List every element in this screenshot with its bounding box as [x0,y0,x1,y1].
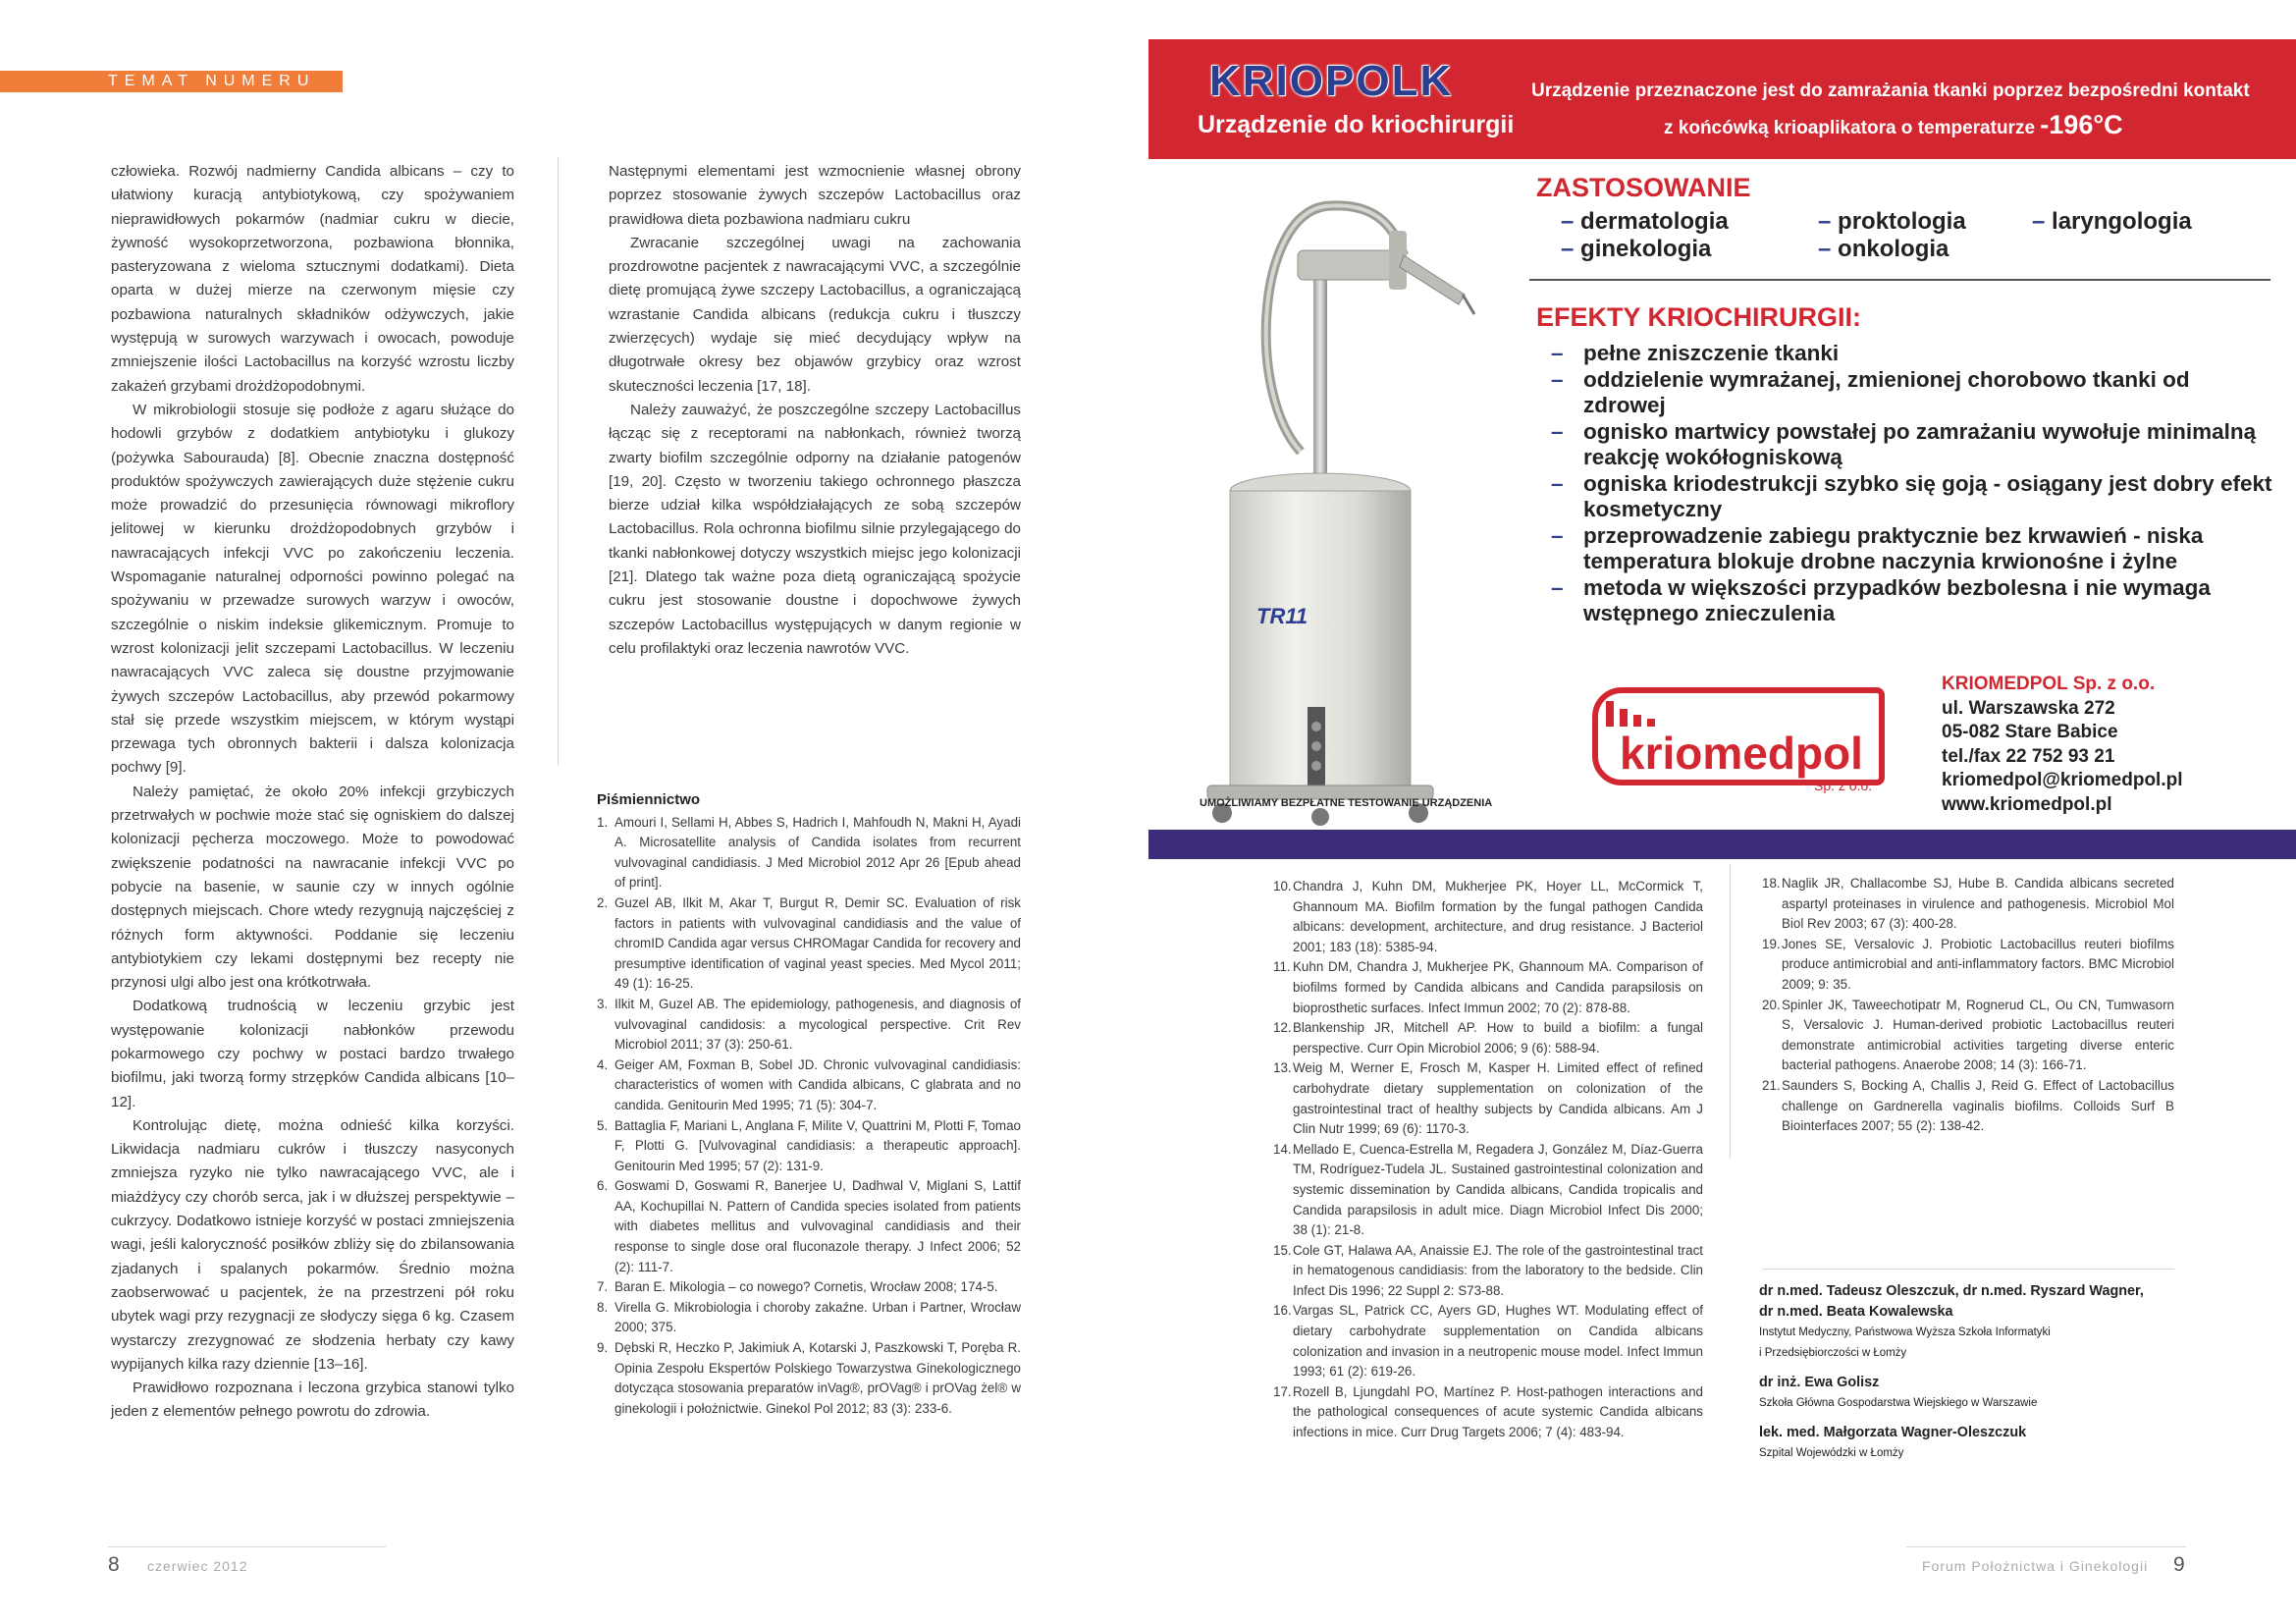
article-column-2 [609,160,1021,661]
reference-number: 20. [1762,997,1781,1012]
kriomedpol-logo-mark [1602,699,1671,729]
reference-text: Virella G. Mikrobiologia i choroby zakaźne. Urban i Partner, Wrocław 2000; 375. [614,1299,1021,1335]
article-paragraph: człowieka. Rozwój nadmierny Candida albicans – czy to ułatwiony kuracją antybiotykową, czy spożywaniem nieprawidłowych pokarmów (nadmiar cukru w diecie, żywność wysokoprzetworzona, pozbawiona błonnika, pasteryzowana z wieloma sztucznymi dodatkami). Dieta oparta w dużej mierze na czerwonym mięsie czy pozbawiona naturalnych składników odżywczych, jakie występują w surowych warzywach i owocach, powoduje zmniejszenie ilości Lactobacillus na korzyść wzrostu liczby zakażeń grzybami drożdżopodobnymi. [111,163,514,395]
dash-bullet: – [1551,522,1564,548]
reference-item [1273,1382,1703,1443]
reference-item [1762,1076,2174,1137]
article-paragraph: Należy zauważyć, że poszczególne szczepy Lactobacillus łącząc się z receptorami na nabłonkach, również tworzą zwarty biofilm szczególnie odporny na działanie patogenów [19, 20]. Często w tworzeniu takiego ochronnego płaszcza bierze udział kilka współdziałających ze sobą szczepów Lactobacillus. Rola ochronna biofilmu silnie przylegającego do tkanki nabłonkowej dotyczy wszystkich miejsc jego kolonizacji [21]. Dlatego tak ważne poza dietą ograniczającą spożycie cukru jest stosowanie doustne i dopochwowe żywych szczepów Lactobacillus występujących w danym regionie w celu profilaktyki oraz leczenia nawrotów VVC. [609,401,1021,657]
reference-text: Rozell B, Ljungdahl PO, Martínez P. Host-pathogen interactions and the pathological consequences of acute systemic Candida albicans infections in mice. Curr Drug Targets 2006; 7 (4): 483-94. [1293,1383,1703,1440]
ad-effect-text: przeprowadzenie zabiegu praktycznie bez krwawień - niska temperatura blokuje drobne naczynia krwionośne i żylne [1583,522,2204,573]
ad-effect-item [1551,575,2277,627]
reference-text: Geiger AM, Foxman B, Sobel JD. Chronic vulvovaginal candidiasis: characteristics of women with Candida albicans, C glabrata and no candida. Genitourin Med 1995; 71 (5): 304-7. [614,1056,1021,1112]
reference-number: 17. [1273,1383,1292,1399]
author-affiliation: Instytut Medyczny, Państwowa Wyższa Szkoła Informatyki [1759,1326,2051,1338]
reference-number: 19. [1762,936,1781,951]
article-paragraph: Następnymi elementami jest wzmocnienie własnej obrony poprzez stosowanie żywych szczepów Lactobacillus oraz prawidłowa dieta pozbawiona nadmiaru cukru [609,163,1021,228]
article-paragraph: Należy pamiętać, że około 20% infekcji grzybiczych przetrwałych w pochwie może stać się ogniskiem do dalszej kolonizacji pęcherza moczowego. Może to powodować zwiększenie podatności na nawracanie infekcji VVC po pobycie na basenie, w saunie czy w innych ogólnie dostępnych miejscach. Chore wtedy rezygnują najczęściej z różnych form aktywności. Poddanie się leczeniu antybiotykiem czy lekami dostępnymi bez recepty nie przynosi ulgi albo jest ona krótkotrwała. [111,783,514,992]
footer-rule-right [1906,1546,2186,1547]
reference-item [1273,877,1703,957]
reference-item [597,1176,1021,1277]
reference-text: Blankenship JR, Mitchell AP. How to build a biofilm: a fungal perspective. Curr Opin Microbiol 2006; 9 (6): 588-94. [1293,1020,1703,1055]
reference-item [1273,1301,1703,1381]
ad-uses-heading: ZASTOSOWANIE [1536,173,1751,202]
page-number-right: 9 [2173,1553,2185,1576]
ad-effect-text: pełne zniszczenie tkanki [1583,341,1840,365]
article-paragraph: Prawidłowo rozpoznana i leczona grzybica stanowi tylko jeden z elementów pełnego powrotu do zdrowia. [111,1380,514,1421]
reference-number: 1. [597,814,609,830]
ad-effects-list [1551,341,2277,627]
reference-item [597,893,1021,995]
references-heading: Piśmiennictwo [597,791,701,808]
reference-number: 10. [1273,879,1292,893]
cryo-device-illustration [1188,157,1512,835]
ad-effect-text: ognisko martwicy powstałej po zamrażaniu wywołuje minimalną reakcję wokółogniskową [1583,418,2257,469]
ad-use-item: – laryngologia [2032,208,2192,235]
column-divider [1730,864,1731,1159]
reference-text: Naglik JR, Challacombe SJ, Hube B. Candida albicans secreted aspartyl proteinases in virulence and pathogenesis. Microbiol Mol Biol Rev 2003; 67 (3): 400-28. [1782,876,2174,932]
author-affiliation: i Przedsiębiorczości w Łomży [1759,1347,1907,1359]
reference-number: 5. [597,1117,609,1133]
reference-item [597,1277,1021,1298]
ad-effect-item [1551,523,2277,575]
reference-text: Cole GT, Halawa AA, Anaissie EJ. The role of the gastrointestinal tract in hematogenous candidiasis: from the laboratory to the bedside. Clin Infect Dis 1996; 22 Suppl 2: S73-88. [1293,1242,1703,1298]
ad-contact-line: kriomedpol@kriomedpol.pl [1942,770,2183,790]
reference-number: 21. [1762,1077,1781,1093]
author-entry [1759,1423,2181,1464]
reference-number: 13. [1273,1060,1292,1076]
reference-number: 14. [1273,1141,1292,1157]
article-paragraph: Kontrolując dietę, można odnieść kilka korzyści. Likwidacja nadmiaru cukrów i tłuszczy nasyconych zmniejsza ryzyko nie tylko nawracającego VVC, ale i miażdżycy czy chorób serca, jak i w dłuższej perspektywie – cukrzycy. Dodatkowo istnieje korzyść w postaci zmniejszenia wagi, jeśli kaloryczność posiłków zbliży się do zbilansowania zjadanych i spalanych pokarmów. Średnio można zaobserwować u pacjentek, że na przestrzeni pół roku ubytek wagi przy rezygnacji ze słodyczy sięga 6 kg. Czasem wystarczy zrezygnować ze słodzenia herbaty czy kawy wypijanych kilka razy dziennie [13–16]. [111,1116,514,1373]
reference-item [1762,874,2174,935]
ad-effect-text: ogniska kriodestrukcji szybko się goją - osiągany jest dobry efekt kosmetyczny [1583,470,2272,521]
reference-text: Jones SE, Versalovic J. Probiotic Lactobacillus reuteri biofilms produce antimicrobial and anti-inflammatory factors. BMC Microbiol 2009; 9: 35. [1782,936,2174,992]
author-entry [1759,1281,2181,1364]
ad-divider [1529,279,2270,281]
reference-text: Battaglia F, Mariani L, Anglana F, Milite V, Quattrini M, Plotti F, Tomao F, Plotti G. [Vulvovaginal candidiasis: a therapeutic approach]. Genitourin Med 1995; 57 (2): 131-9. [614,1117,1021,1173]
ad-effect-text: oddzielenie wymrażanej, zmienionej chorobowo tkanki od zdrowej [1583,366,2190,417]
ad-brand: KRIOPOLK [1209,57,1454,105]
article-column-1 [111,160,514,1425]
reference-text: Spinler JK, Taweechotipatr M, Rognerud CL, Ou CN, Tumwasorn S, Versalovic J. Human-derived probiotic Lactobacillus reuteri demonstrate antimicrobial activities targeting diverse enteric bacterial pathogens. Anaerobe 2008; 14 (3): 166-71. [1782,997,2174,1073]
reference-number: 7. [597,1279,609,1295]
dash-bullet: – [1551,341,1564,365]
dash-bullet: – [1551,418,1564,444]
reference-text: Kuhn DM, Chandra J, Mukherjee PK, Ghannoum MA. Comparison of biofilms formed by Candida albicans and Candida parapsilosis on bioprosthetic surfaces. Infect Immun 2002; 70 (2): 878-88. [1293,959,1703,1015]
reference-number: 9. [597,1340,609,1356]
ad-effects-heading: EFEKTY KRIOCHIRURGII: [1536,302,1862,332]
reference-item [597,1338,1021,1419]
authors-divider [1762,1269,2174,1270]
ad-use-item: – dermatologia [1561,208,1729,235]
dash-bullet: – [1551,574,1564,600]
ad-effect-item [1551,367,2277,419]
ad-use-item: – ginekologia [1561,236,1712,262]
ad-note-line1: Urządzenie przeznaczone jest do zamrażania tkanki poprzez bezpośredni kontakt [1531,81,2250,101]
ad-effect-item [1551,341,2277,367]
article-paragraph: Zwracanie szczególnej uwagi na zachowania prozdrowotne pacjentek z nawracającymi VVC, a szczególnie dietę promującą żywe szczepy Lactobacillus, a ograniczającą wzrastanie Candida albicans (redukcja cukru i tłuszczy zwierzęcych) wydaje się mieć decydujący wpływ na długotrwałe okresy bez objawów grzybicy oraz wzrost skuteczności leczenia [17, 18]. [609,234,1021,395]
reference-item [597,995,1021,1055]
author-name: dr n.med. Beata Kowalewska [1759,1304,1953,1320]
ad-contact-line: KRIOMEDPOL Sp. z o.o. [1942,674,2156,694]
ad-temperature: -196°C [2040,110,2123,139]
reference-item [597,1116,1021,1177]
ad-free-testing: UMOŻLIWIAMY BEZPŁATNE TESTOWANIE URZĄDZENIA [1200,797,1493,809]
reference-text: Saunders S, Bocking A, Challis J, Reid G. Effect of Lactobacillus challenge on Gardnerella vaginalis biofilms. Colloids Surf B Biointerfaces 2007; 55 (2): 138-42. [1782,1077,2174,1134]
ad-contact-line: www.kriomedpol.pl [1942,793,2112,815]
author-name: dr n.med. Tadeusz Oleszczuk, dr n.med. Ryszard Wagner, [1759,1283,2144,1299]
reference-item [1273,1058,1703,1139]
ad-effect-text: metoda w większości przypadków bezbolesna i nie wymaga wstępnego znieczulenia [1583,574,2211,625]
reference-number: 3. [597,996,609,1011]
reference-text: Vargas SL, Patrick CC, Ayers GD, Hughes WT. Modulating effect of dietary carbohydrate supplementation on Candida albicans colonization and invasion in a neutropenic mouse model. Infect Immun 1993; 61 (2): 619-26. [1293,1303,1703,1380]
reference-item [597,1298,1021,1338]
reference-item [597,813,1021,893]
reference-text: Weig M, Werner E, Frosch M, Kasper H. Limited effect of refined carbohydrate dietary supplementation on colonization of the gastrointestinal tract of healthy subjects by Candida albicans. Am J Clin Nutr 1999; 69 (6): 1170-3. [1293,1060,1703,1137]
reference-item [1273,1241,1703,1302]
reference-number: 6. [597,1178,609,1194]
ad-contact-line: 05-082 Stare Babice [1942,722,2118,742]
reference-item [1273,1018,1703,1058]
article-paragraph: Dodatkową trudnością w leczeniu grzybic jest występowanie kolonizacji nabłonków przewodu pokarmowego czy pochwy w postaci bardzo trwałego biofilmu, jaki tworzą formy strzępków Candida albicans [10–12]. [111,998,514,1110]
ad-contact-block [1942,673,2183,817]
reference-text: Ilkit M, Guzel AB. The epidemiology, pathogenesis, and diagnosis of vulvovaginal candidosis: a mycological perspective. Crit Rev Microbiol 2011; 37 (3): 250-61. [614,996,1021,1053]
ad-note-line2: z końcówką krioaplikatora o temperaturze -196°C [1664,110,2123,139]
device-model-label: TR11 [1256,604,1308,628]
ad-use-item: – onkologia [1818,236,1949,262]
ad-effect-item [1551,471,2277,523]
reference-item [1762,996,2174,1076]
page-number-left: 8 [108,1553,120,1576]
author-name: dr inż. Ewa Golisz [1759,1375,1880,1390]
journal-name: Forum Położnictwa i Ginekologii [1922,1558,2149,1574]
ad-subtitle: Urządzenie do kriochirurgii [1198,111,1515,138]
ad-use-item: – proktologia [1818,208,1966,235]
reference-text: Goswami D, Goswami R, Banerjee U, Dadhwal V, Miglani S, Lattif AA, Kochupillai N. Pattern of Candida species isolated from patients with diabetes mellitus and vulvovaginal candidiasis and their response to single dose oral fluconazole therapy. J Infect 2006; 52 (2): 111-7. [614,1178,1021,1274]
section-tag: TEMAT NUMERU [0,71,343,92]
reference-item [597,1055,1021,1116]
references-column-c [1762,874,2174,1137]
reference-number: 15. [1273,1242,1292,1258]
reference-number: 18. [1762,876,1781,891]
reference-number: 8. [597,1299,609,1315]
reference-item [1273,957,1703,1018]
dash-bullet: – [1551,470,1564,496]
reference-item [1273,1140,1703,1241]
article-paragraph: W mikrobiologii stosuje się podłoże z agaru służące do hodowli grzybów z dodatkiem antybiotyku i glukozy (pożywka Sabourauda) [8]. Obecnie znaczna dostępność produktów spożywczych zawierających duże stężenie cukru może prowadzić do przesunięcia równowagi mikroflory jelitowej w kierunku drożdżopodobnych grzybów i nawracających infekcji VVC po zakończeniu leczenia. Wspomaganie naturalnej odporności powinno polegać na spożywaniu w przewadze surowych warzyw i owoców, szczególnie o niskim indeksie glikemicznym. Promuje to wzrost kolonizacji jelit szczepami Lactobacillus. W leczeniu nawracających VVC zaleca się doustne przyjmowanie żywych szczepów Lactobacillus, aby przewód pokarmowy stał się przede wszystkim miejscem, w którym wystąpi przewaga tych obronnych bakterii i dalsza kolonizacja pochwy [9]. [111,401,514,777]
footer-rule-left [108,1546,386,1547]
column-divider [558,157,559,766]
reference-text: Guzel AB, Ilkit M, Akar T, Burgut R, Demir SC. Evaluation of risk factors in patients with vulvovaginal candidiasis and the value of chromID Candida agar versus CHROMagar Candida for recovery and presumptive identification of vaginal yeast species. Med Mycol 2011; 49 (1): 16-25. [614,894,1021,992]
kriopolk-advertisement [1148,39,2296,859]
dash-bullet: – [1551,366,1564,392]
ad-bottom-bar [1148,830,2296,859]
authors-block [1759,1281,2181,1473]
reference-item [1762,935,2174,996]
reference-text: Amouri I, Sellami H, Abbes S, Hadrich I, Mahfoudh N, Makni H, Ayadi A. Microsatellite analysis of Candida isolates from recurrent vulvovaginal candidiasis. J Med Microbiol 2012 Apr 26 [Epub ahead of print]. [614,814,1021,891]
references-column-b [1273,877,1703,1443]
reference-text: Baran E. Mikologia – co nowego? Cornetis, Wrocław 2008; 174-5. [614,1279,998,1295]
author-name: lek. med. Małgorzata Wagner-Oleszczuk [1759,1425,2027,1440]
issue-date: czerwiec 2012 [147,1558,248,1574]
author-affiliation: Szpital Wojewódzki w Łomży [1759,1447,1904,1459]
reference-text: Mellado E, Cuenca-Estrella M, Regadera J, González M, Díaz-Guerra TM, Rodríguez-Tudela JL. Sustained gastrointestinal colonization and systemic dissemination by Candida albicans, Candida tropicalis and Candida parapsilosis in adult mice. Diagn Microbiol Infect Dis 2000; 38 (1): 21-8. [1293,1141,1703,1238]
ad-contact-line: tel./fax 22 752 93 21 [1942,745,2115,767]
reference-text: Dębski R, Heczko P, Jakimiuk A, Kotarski J, Paszkowski T, Poręba R. Opinia Zespołu Ekspertów Polskiego Towarzystwa Ginekologicznego dotycząca stosowania preparatów inVag®, prOVag® i prOVag żel® w ginekologii i położnictwie. Ginekol Pol 2012; 83 (3): 233-6. [614,1340,1021,1416]
reference-number: 12. [1273,1020,1292,1036]
reference-number: 11. [1273,959,1291,975]
kriomedpol-logo-sub: Sp. z o.o. [1814,778,1873,793]
author-entry [1759,1373,2181,1414]
reference-number: 4. [597,1056,609,1072]
reference-number: 2. [597,894,609,910]
ad-contact-line: ul. Warszawska 272 [1942,697,2115,719]
reference-number: 16. [1273,1303,1292,1319]
ad-effect-item [1551,419,2277,471]
reference-text: Chandra J, Kuhn DM, Mukherjee PK, Hoyer LL, McCormick T, Ghannoum MA. Biofilm formation by the fungal pathogen Candida albicans: development, architecture, and drug resistance. J Bacteriol 2001; 183 (18): 5385-94. [1293,879,1703,954]
references-column-a [597,790,1021,1419]
kriomedpol-logo-text: kriomedpol [1620,728,1863,779]
author-affiliation: Szkoła Główna Gospodarstwa Wiejskiego w Warszawie [1759,1397,2038,1409]
